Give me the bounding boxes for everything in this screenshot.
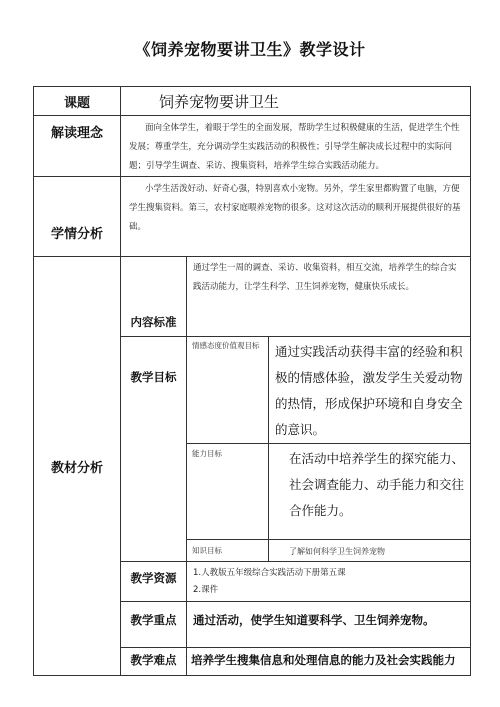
content-standard-label: 内容标准 bbox=[121, 257, 187, 337]
teaching-goal-label: 教学目标 bbox=[121, 337, 187, 562]
topic-label: 课题 bbox=[34, 87, 121, 116]
knowledge-goal-label: 知识目标 bbox=[187, 540, 269, 562]
knowledge-goal-text: 了解如何科学卫生饲养宠物 bbox=[269, 540, 471, 562]
material-label: 教材分析 bbox=[34, 257, 121, 676]
content-standard-row bbox=[34, 257, 471, 337]
difficulty-text: 培养学生搜集信息和处理信息的能力及社会实践能力 bbox=[187, 648, 471, 676]
resources-line-1: 1.人教版五年级综合实践活动下册第五课 bbox=[193, 568, 346, 578]
situation-text: 小学生活泼好动、好奇心强，特别喜欢小宠物。另外，学生家里都购置了电脑，方便学生搜集资料。第三，农村家庭喂养宠物的很多。这对这次活动的顺利开展提供很好的基础。 bbox=[121, 177, 471, 257]
resources-text bbox=[187, 562, 471, 602]
difficulty-label: 教学难点 bbox=[121, 648, 187, 676]
topic-value: 饲养宠物要讲卫生 bbox=[121, 87, 471, 116]
key-point-text: 通过活动，使学生知道要科学、卫生饲养宠物。 bbox=[187, 602, 471, 648]
content-standard-text: 通过学生一周的调查、采访、收集资料，相互交流，培养学生的综合实践活动能力，让学生科学、卫生饲养宠物，健康快乐成长。 bbox=[187, 257, 471, 337]
key-point-label: 教学重点 bbox=[121, 602, 187, 648]
lesson-plan-table bbox=[33, 86, 471, 676]
situation-label: 学情分析 bbox=[34, 177, 121, 257]
ability-goal-text: 在活动中培养学生的探究能力、社会调查能力、动手能力和交往合作能力。 bbox=[269, 444, 471, 540]
ability-goal-label: 能力目标 bbox=[187, 444, 269, 540]
emotion-goal-label: 情感态度价值观目标 bbox=[187, 337, 269, 444]
resources-line-2: 2.课件 bbox=[193, 585, 219, 595]
concept-text: 面向全体学生，着眼于学生的全面发展，帮助学生过积极健康的生活，促进学生个性发展；尊重学生，充分调动学生实践活动的积极性；引导学生解决成长过程中的实际问题；引导学生调查、采访、搜集资料，培养学生综合实践活动能力。 bbox=[121, 116, 471, 177]
concept-label: 解读理念 bbox=[34, 116, 121, 177]
situation-row bbox=[34, 177, 471, 257]
document-title: 《饲养宠物要讲卫生》教学设计 bbox=[134, 40, 366, 59]
resources-label: 教学资源 bbox=[121, 562, 187, 602]
emotion-goal-text: 通过实践活动获得丰富的经验和积极的情感体验，激发学生关爱动物的热情，形成保护环境和自身安全的意识。 bbox=[269, 337, 471, 444]
topic-row bbox=[34, 87, 471, 116]
concept-row bbox=[34, 116, 471, 177]
